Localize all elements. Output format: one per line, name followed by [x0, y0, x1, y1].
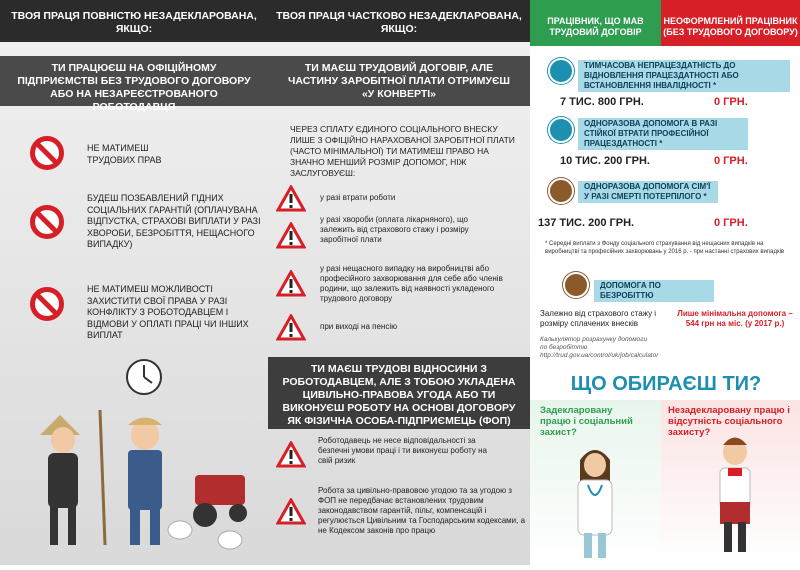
choice-undeclared: Незадекларовану працю і відсутність соціального захисту? — [668, 405, 790, 438]
warning-icon — [276, 222, 306, 249]
choice-declared: Задекларовану працю і соціальний захист? — [540, 405, 633, 438]
medical-icon — [548, 58, 574, 84]
calculator-link[interactable]: Калькулятор розрахунку допомоги по безробіттю http://trud.gov.ua/control/uk/job/calculator — [540, 336, 659, 359]
row-label: ОДНОРАЗОВА ДОПОМОГА СІМ'Ї У РАЗІ СМЕРТІ ПОТЕРПІЛОГО * — [578, 181, 718, 203]
col1-subheader: ТИ ПРАЦЮЄШ НА ОФІЦІЙНОМУ ПІДПРИЄМСТВІ БЕЗ ТРУДОВОГО ДОГОВОРУ АБО НА НЕЗАРЕЄСТРОВАНОГО РОБОТОДАВЦЯ — [0, 56, 268, 106]
warning-icon — [276, 314, 306, 341]
col2-item: при виході на пенсію — [320, 322, 398, 331]
col2-item2: Робота за цивільно-правовою угодою та за угодою з ФОП не передбачає встановлених трудовим законодавством гарантій, пільг, компенсацій і регулюється Цивільним та Господарським кодексами, а не Кодексом законів про працю — [318, 486, 526, 535]
unemployment-declared: Залежно від страхового стажу і розміру сплачених внесків — [540, 309, 657, 328]
row-value-undeclared: 0 ГРН. — [714, 155, 748, 167]
col2-subheader: ТИ МАЄШ ТРУДОВИЙ ДОГОВІР, АЛЕ ЧАСТИНУ ЗАРОБІТНОЇ ПЛАТИ ОТРИМУЄШ «У КОНВЕРТІ» — [268, 56, 530, 106]
col1-header: ТВОЯ ПРАЦЯ ПОВНІСТЮ НЕЗАДЕКЛАРОВАНА, ЯКЩО: — [0, 0, 268, 42]
header-declared: ПРАЦІВНИК, ЩО МАВ ТРУДОВИЙ ДОГОВІР — [530, 0, 661, 46]
col1-item: БУДЕШ ПОЗБАВЛЕНИЙ ГІДНИХ СОЦІАЛЬНИХ ГАРАНТІЙ (ОПЛАЧУВАНА ВІДПУСТКА, СТРАХОВІ ВИПЛАТИ У РАЗІ ХВОРОБИ, БЕЗРОБІТТЯ, НЕЩАСНОГО ВИПАДКУ) — [87, 193, 261, 249]
row-value-declared: 137 ТИС. 200 ГРН. — [538, 217, 635, 229]
injury-icon — [548, 117, 574, 143]
warning-icon — [276, 498, 306, 525]
money-bag-icon — [548, 178, 574, 204]
wallet-icon — [563, 272, 589, 298]
col2-item2: Роботодавець не несе відповідальності за безпечні умови праці і ти виконуєш роботу на свій ризик — [318, 436, 487, 465]
question-title: ЩО ОБИРАЄШ ТИ? — [570, 373, 762, 395]
waiter-figure — [700, 430, 770, 560]
row-label: ТИМЧАСОВА НЕПРАЦЕЗДАТНІСТЬ ДО ВІДНОВЛЕННЯ ПРАЦЕЗДАТНОСТІ АБО ВСТАНОВЛЕННЯ ІНВАЛІДНОСТІ * — [578, 60, 790, 92]
col2-intro: ЧЕРЕЗ СПЛАТУ ЄДИНОГО СОЦІАЛЬНОГО ВНЕСКУ ЛИШЕ З ОФІЦІЙНО НАРАХОВАНОЇ ЗАРОБІТНОЇ ПЛАТИ (ЧАСТО МІНІМАЛЬНОЇ) ТИ МАТИМЕШ ПРАВО НА ЗНАЧНО МЕНШИЙ РОЗМІР ДОПОМОГ, НІЖ ЗАСЛУГОВУЄШ: — [290, 124, 515, 178]
header-undeclared: НЕОФОРМЛЕНИЙ ПРАЦІВНИК (БЕЗ ТРУДОВОГО ДОГОВОРУ) — [661, 0, 800, 46]
col2-item: у разі нещасного випадку на виробництві або професійного захворювання для себе або членів родини, що залежить від наявності укладеного трудового договору — [320, 264, 503, 303]
prohibition-icon — [30, 287, 64, 321]
col2-item: у разі хвороби (оплата лікарняного), що залежить від страхового стажу і розміру заробітної плати — [320, 215, 469, 244]
row-value-declared: 7 ТИС. 800 ГРН. — [560, 96, 644, 108]
col1-item: НЕ МАТИМЕШ МОЖЛИВОСТІ ЗАХИСТИТИ СВОЇ ПРАВА У РАЗІ КОНФЛІКТУ З РОБОТОДАВЦЕМ І ВІДМОВИ У ОПЛАТІ ПРАЦІ ЧИ ІНШИХ ВИПЛАТ — [87, 284, 249, 340]
row-value-undeclared: 0 ГРН. — [714, 217, 748, 229]
doctor-figure — [560, 440, 630, 560]
warning-icon — [276, 185, 306, 212]
col2-header: ТВОЯ ПРАЦЯ ЧАСТКОВО НЕЗАДЕКЛАРОВАНА, ЯКЩО: — [268, 0, 530, 42]
prohibition-icon — [30, 136, 64, 170]
warning-icon — [276, 441, 306, 468]
unemployment-undeclared: Лише мінімальна допомога – 544 грн на міс. (у 2017 р.) — [677, 309, 793, 328]
col2-subheader2: ТИ МАЄШ ТРУДОВІ ВІДНОСИНИ З РОБОТОДАВЦЕМ, АЛЕ З ТОБОЮ УКЛАДЕНА ЦИВІЛЬНО-ПРАВОВА УГОДА АБО ТИ ВИКОНУЄШ РОБОТУ НА ОСНОВІ ДОГОВОРУ ЯК ФІЗИЧНА ОСОБА-ПІДПРИЄМЕЦЬ (ФОП) — [268, 357, 530, 429]
row-value-declared: 10 ТИС. 200 ГРН. — [560, 155, 650, 167]
warning-icon — [276, 270, 306, 297]
row-value-undeclared: 0 ГРН. — [714, 96, 748, 108]
col1-item: НЕ МАТИМЕШ ТРУДОВИХ ПРАВ — [87, 143, 162, 165]
row-label: ОДНОРАЗОВА ДОПОМОГА В РАЗІ СТІЙКОЇ ВТРАТИ ПРОФЕСІЙНОЇ ПРАЦЕЗДАТНОСТІ * — [578, 118, 748, 150]
footnote: * Середні виплати з Фонду соціального страхування від нещасних випадків на виробництві та професійних захворювань у 2016 р. - при настанні страхових випадків — [545, 241, 785, 255]
col2-item: у разі втрати роботи — [320, 193, 396, 202]
farm-illustration — [0, 355, 268, 565]
unemployment-label: ДОПОМОГА ПО БЕЗРОБІТТЮ — [594, 280, 714, 302]
prohibition-icon — [30, 205, 64, 239]
